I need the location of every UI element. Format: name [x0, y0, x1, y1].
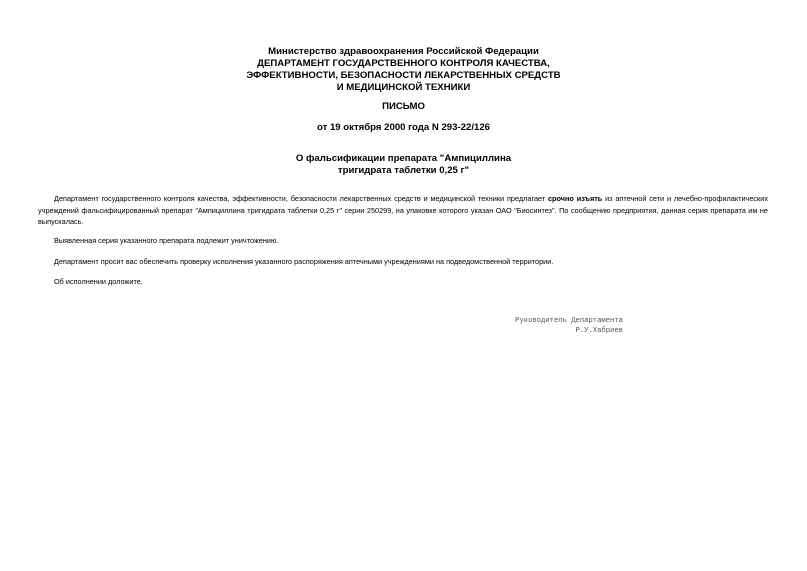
paragraph-1-text-end: из аптечной сети и лечебно-профилактических учреждений фальсифицированный препарат "Ампициллина тригидрата таблетки 0,25 г" серии 250299, на упаковке которого указан ОАО "Биосинтез". По сообщению предприятия, данная серия препарата им не выпускалась.	[38, 194, 768, 226]
paragraph-1-emphasis: срочно изъять	[547, 194, 603, 203]
document-subject	[0, 153, 807, 177]
department-name-line-3: И МЕДИЦИНСКОЙ ТЕХНИКИ	[336, 82, 471, 93]
signatory-name: Р.У.Хабриев	[575, 326, 623, 335]
document-date-number: от 19 октября 2000 года N 293-22/126	[316, 122, 491, 133]
body-paragraph-3: Департамент просит вас обеспечить проверку исполнения указанного распоряжения аптечными учреждениями на подведомственной территории.	[54, 257, 554, 266]
body-paragraph-1	[38, 193, 768, 228]
document-header	[0, 46, 807, 94]
signatory-title: Руководитель Департамента	[515, 317, 623, 325]
subject-line-2: тригидрата таблетки 0,25 г"	[337, 165, 470, 176]
body-paragraph-2: Выявленная серия указанного препарата подлежит уничтожению.	[54, 236, 279, 245]
ministry-name: Министерство здравоохранения Российской Федерации	[268, 46, 539, 57]
department-name-line-1: ДЕПАРТАМЕНТ ГОСУДАРСТВЕННОГО КОНТРОЛЯ КАЧЕСТВА,	[257, 58, 550, 69]
signature-block	[515, 317, 623, 336]
document-type: ПИСЬМО	[382, 101, 425, 112]
body-paragraph-4: Об исполнении доложите.	[54, 277, 143, 286]
subject-line-1: О фальсификации препарата "Ампициллина	[295, 153, 512, 164]
department-name-line-2: ЭФФЕКТИВНОСТИ, БЕЗОПАСНОСТИ ЛЕКАРСТВЕННЫХ СРЕДСТВ	[246, 70, 561, 81]
paragraph-1-text-start: Департамент государственного контроля качества, эффективности, безопасности лекарственных средств и медицинской техники предлагает	[54, 194, 548, 203]
